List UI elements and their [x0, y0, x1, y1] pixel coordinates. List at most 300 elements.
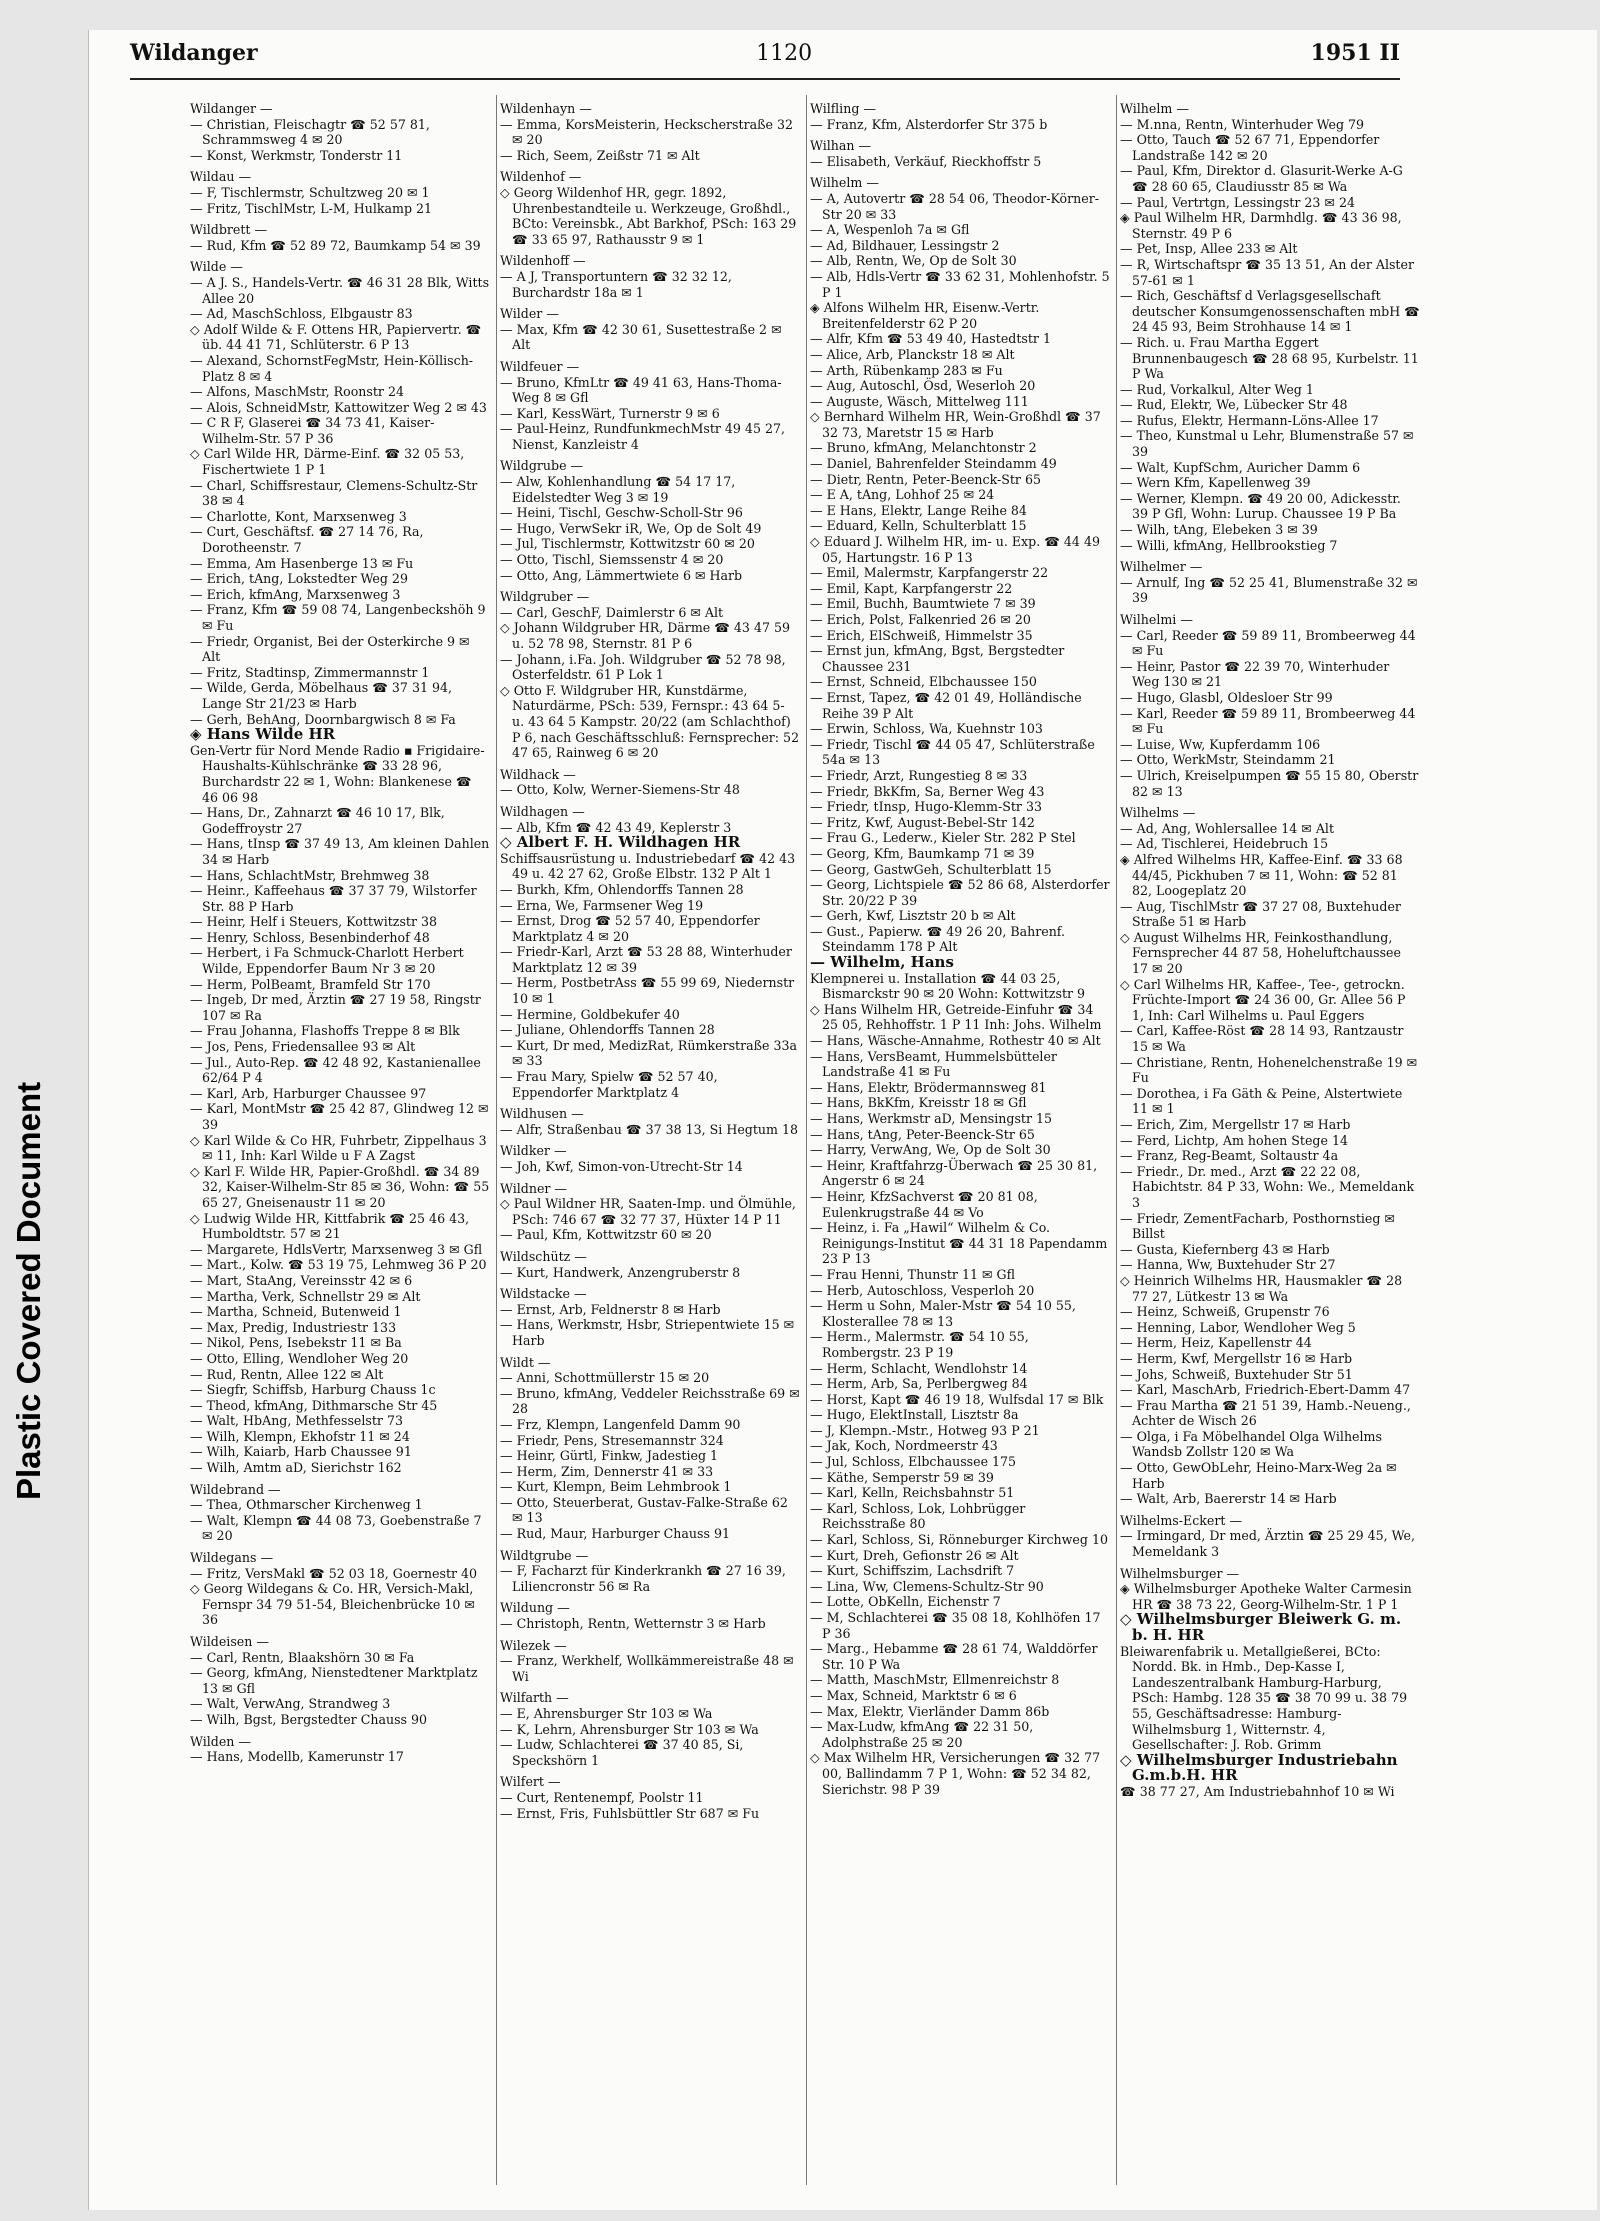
directory-entry: — Max, Predig, Industriestr 133 — [190, 1319, 397, 1335]
directory-entry: Bleiwarenfabrik u. Metallgießerei, BCto: Nordd. Bk. in Hmb., Dep-Kasse I, Landeszentralbank Hamburg-Harburg, PSch: Hambg. 128 35 ☎ 38 70 99 u. 38 79 55, Geschäftsadresse: Hamburg-Wilhelmsburg 1, Witternstr. 4, Gesellschafter: J. Rob. Grimm — [1120, 1643, 1408, 1753]
directory-entry: — Kurt, Handwerk, Anzengruberstr 8 — [500, 1264, 741, 1280]
directory-entry: — Fritz, VersMakl ☎ 52 03 18, Goernestr 40 — [190, 1565, 478, 1581]
directory-entry: — Rud, Vorkalkul, Alter Weg 1 — [1120, 381, 1314, 397]
directory-entry: — Otto, Tauch ☎ 52 67 71, Eppendorfer Landstraße 142 ✉ 20 — [1120, 132, 1380, 163]
directory-entry: — Alb, Rentn, We, Op de Solt 30 — [810, 253, 1017, 269]
directory-entry: — Erich, Polst, Falkenried 26 ✉ 20 — [810, 612, 1031, 627]
surname-group-heading: Wildebrand — — [190, 1481, 281, 1497]
directory-entry: — Carl, Kaffee-Röst ☎ 28 14 93, Rantzaustr 15 ✉ Wa — [1120, 1023, 1404, 1055]
directory-entry: — Karl, Kelln, Reichsbahnstr 51 — [810, 1485, 1015, 1501]
surname-group-heading: Wildgrube — — [500, 458, 584, 474]
directory-entry: — Frau Johanna, Flashoffs Treppe 8 ✉ Blk — [190, 1023, 460, 1039]
directory-entry: — Burkh, Kfm, Ohlendorffs Tannen 28 — [500, 881, 744, 897]
directory-entry: — Werner, Klempn. ☎ 49 20 00, Adickesstr. 39 P Gfl, Wohn: Lurup. Chaussee 19 P Ba — [1120, 490, 1401, 522]
directory-entry: — Aug, TischlMstr ☎ 37 27 08, Buxtehuder Straße 51 ✉ Harb — [1120, 898, 1401, 930]
directory-entry: — Erwin, Schloss, Wa, Kuehnstr 103 — [810, 721, 1043, 737]
surname-group-heading: Wilden — — [190, 1733, 252, 1749]
directory-entry: — A, Autovertr ☎ 28 54 06, Theodor-Körner-Str 20 ✉ 33 — [810, 190, 1099, 222]
directory-entry: — Emil, Malermstr, Karpfangerstr 22 — [810, 565, 1049, 581]
directory-entry: — Kurt, Dreh, Gefionstr 26 ✉ Alt — [810, 1547, 1019, 1563]
directory-entry: — Rud, Maur, Harburger Chauss 91 — [500, 1526, 730, 1542]
directory-entry: — Ernst, Arb, Feldnerstr 8 ✉ Harb — [500, 1301, 721, 1317]
directory-entry: — Curt, Rentenempf, Poolstr 11 — [500, 1789, 704, 1805]
directory-entry: — Georg, GastwGeh, Schulterblatt 15 — [810, 861, 1052, 877]
surname-group-heading: Wilfarth — — [500, 1690, 569, 1706]
directory-entry: — Irmingard, Dr med, Ärztin ☎ 25 29 45, We, Memeldank 3 — [1120, 1528, 1416, 1560]
directory-entry: — Wilh, Klempn, Ekhofstr 11 ✉ 24 — [190, 1428, 410, 1444]
directory-entry: — Herm, PostbetrAss ☎ 55 99 69, Niedernstr 10 ✉ 1 — [500, 975, 795, 1007]
directory-entry: — Karl, Arb, Harburger Chaussee 97 — [190, 1085, 427, 1101]
directory-entry: — Curt, Geschäftsf. ☎ 27 14 76, Ra, Dorotheenstr. 7 — [190, 524, 424, 556]
directory-entry: — Arnulf, Ing ☎ 52 25 41, Blumenstraße 32 ✉ 39 — [1120, 574, 1418, 606]
directory-entry: — Alexand, SchornstFegMstr, Hein-Köllisch-Platz 8 ✉ 4 — [190, 352, 474, 384]
directory-entry: — Paul, Kfm, Direktor d. Glasurit-Werke A-G ☎ 28 60 65, Claudiusstr 85 ✉ Wa — [1120, 163, 1403, 194]
directory-entry: ◇ Carl Wilde HR, Därme-Einf. ☎ 32 05 53, Fischertwiete 1 P 1 — [190, 446, 465, 478]
directory-entry: — Theo, Kunstmal u Lehr, Blumenstraße 57 ✉ 39 — [1120, 428, 1414, 460]
directory-entry: — J, Klempn.-Mstr., Hotweg 93 P 21 — [810, 1422, 1040, 1438]
directory-entry: — Paul, Vertrtgn, Lessingstr 23 ✉ 24 — [1120, 194, 1355, 210]
directory-entry: — Herm, Schlacht, Wendlohstr 14 — [810, 1360, 1028, 1376]
directory-entry: — Carl, GeschF, Daimlerstr 6 ✉ Alt — [500, 604, 724, 620]
directory-entry: — Marg., Hebamme ☎ 28 61 74, Walddörfer Str. 10 P Wa — [810, 1641, 1098, 1672]
page-number: 1120 — [756, 41, 813, 66]
directory-entry: — Heinr, Helf i Steuers, Kottwitzstr 38 — [190, 914, 438, 930]
directory-entry: — Frz, Klempn, Langenfeld Damm 90 — [500, 1416, 741, 1432]
directory-entry: — Hugo, ElektInstall, Lisztstr 8a — [810, 1407, 1019, 1423]
directory-entry: — Bruno, KfmLtr ☎ 49 41 63, Hans-Thoma-Weg 8 ✉ Gfl — [500, 374, 782, 406]
surname-group-heading: Wilde — — [190, 259, 243, 275]
directory-entry: — Emil, Buchh, Baumtwiete 7 ✉ 39 — [810, 596, 1036, 612]
directory-entry: — Daniel, Bahrenfelder Steindamm 49 — [810, 456, 1057, 472]
directory-entry: — Johann, i.Fa. Joh. Wildgruber ☎ 52 78 98, Osterfeldstr. 61 P Lok 1 — [500, 651, 786, 683]
column-divider — [806, 95, 807, 2185]
directory-entry: — Hugo, Glasbl, Oldesloer Str 99 — [1120, 689, 1333, 705]
directory-entry: — Otto, Kolw, Werner-Siemens-Str 48 — [500, 782, 740, 798]
directory-entry: — Frau Martha ☎ 21 51 39, Hamb.-Neueng., Achter de Wisch 26 — [1120, 1397, 1411, 1429]
directory-entry: — Ernst, Schneid, Elbchaussee 150 — [810, 674, 1037, 690]
directory-entry: — Ferd, Lichtp, Am hohen Stege 14 — [1120, 1132, 1348, 1148]
directory-entry: — Alois, SchneidMstr, Kattowitzer Weg 2 ✉ 43 — [190, 399, 487, 415]
directory-entry: — Johs, Schweiß, Buxtehuder Str 51 — [1120, 1366, 1353, 1382]
directory-entry: — Mart, StaAng, Vereinsstr 42 ✉ 6 — [190, 1272, 413, 1288]
directory-entry: — Friedr, Tischl ☎ 44 05 47, Schlüterstraße 54a ✉ 13 — [810, 736, 1095, 768]
directory-entry: — Herm, PolBeamt, Bramfeld Str 170 — [190, 976, 431, 992]
surname-group-heading: Wildhack — — [500, 766, 576, 782]
directory-entry: — Fritz, Kwf, August-Bebel-Str 142 — [810, 814, 1035, 830]
directory-entry: — Heinr, KfzSachverst ☎ 20 81 08, Eulenkrugstraße 44 ✉ Vo — [810, 1188, 1038, 1220]
directory-entry: — Gusta, Kiefernberg 43 ✉ Harb — [1120, 1241, 1330, 1257]
directory-entry: — Rich, Geschäftsf d Verlagsgesellschaft deutscher Konsumgenossenschaften mbH ☎ 24 45 93, Beim Strohhause 14 ✉ 1 — [1120, 288, 1420, 335]
directory-entry: — Paul, Kfm, Kottwitzstr 60 ✉ 20 — [500, 1227, 712, 1243]
directory-entry: — Christoph, Rentn, Wetternstr 3 ✉ Harb — [500, 1616, 766, 1632]
directory-entry: — Jos, Pens, Friedensallee 93 ✉ Alt — [190, 1039, 416, 1055]
directory-entry: — Herm u Sohn, Maler-Mstr ☎ 54 10 55, Klosterallee 78 ✉ 13 — [810, 1298, 1076, 1329]
directory-entry: ◇ Eduard J. Wilhelm HR, im- u. Exp. ☎ 44 49 05, Hartungstr. 16 P 13 — [810, 534, 1100, 565]
directory-entry: — Karl, MaschArb, Friedrich-Ebert-Damm 47 — [1120, 1382, 1411, 1398]
directory-entry: — Herb, Autoschloss, Vesperloh 20 — [810, 1282, 1035, 1298]
directory-entry: — Auguste, Wäsch, Mittelweg 111 — [810, 393, 1029, 409]
directory-entry: — Erna, We, Farmsener Weg 19 — [500, 897, 704, 913]
directory-entry: — Heinr., Kaffeehaus ☎ 37 37 79, Wilstorfer Str. 88 P Harb — [190, 883, 477, 914]
surname-group-heading: Wilhelm — — [1120, 101, 1189, 116]
directory-entry: — F, Tischlermstr, Schultzweg 20 ✉ 1 — [190, 184, 430, 200]
directory-entry: ◇ Hans Wilhelm HR, Getreide-Einfuhr ☎ 34 25 05, Rehhoffstr. 1 P 11 Inh: Johs. Wilhelm — [810, 1001, 1102, 1033]
directory-entry: — Emma, KorsMeisterin, Heckscherstraße 32 ✉ 20 — [500, 116, 794, 148]
directory-entry: — Siegfr, Schiffsb, Harburg Chauss 1c — [190, 1382, 436, 1398]
directory-entry: — Otto, GewObLehr, Heino-Marx-Weg 2a ✉ Harb — [1120, 1460, 1397, 1491]
directory-entry: — M.nna, Rentn, Winterhuder Weg 79 — [1120, 116, 1365, 132]
directory-entry: — Anni, Schottmüllerstr 15 ✉ 20 — [500, 1370, 710, 1386]
directory-entry: — Kurt, Dr med, MedizRat, Rümkerstraße 33a ✉ 33 — [500, 1037, 798, 1069]
directory-entry: — Elisabeth, Verkäuf, Rieckhoffstr 5 — [810, 153, 1042, 169]
directory-entry: — Wilh, tAng, Elebeken 3 ✉ 39 — [1120, 522, 1318, 538]
directory-entry: — Christian, Fleischagtr ☎ 52 57 81, Schrammsweg 4 ✉ 20 — [190, 116, 430, 148]
directory-entry: — Ad, Bildhauer, Lessingstr 2 — [810, 237, 1000, 253]
directory-entry: — Frau Mary, Spielw ☎ 52 57 40, Eppendorfer Marktplatz 4 — [500, 1069, 718, 1100]
surname-group-heading: Wildeisen — — [190, 1634, 269, 1649]
directory-entry: — Otto, Steuerberat, Gustav-Falke-Straße 62 ✉ 13 — [500, 1494, 788, 1526]
directory-entry: — Olga, i Fa Möbelhandel Olga Wilhelms Wandsb Zollstr 120 ✉ Wa — [1120, 1428, 1382, 1460]
directory-entry: ◇ Otto F. Wildgruber HR, Kunstdärme, Naturdärme, PSch: 539, Fernspr.: 43 64 5- u. 43 64 5 Kampstr. 20/22 (am Schlachthof) P 6, nach Geschäftsschluß: Fernsprecher: 52 47 65, Rainweg 6 ✉ 20 — [500, 682, 800, 761]
directory-entry: — Martha, Schneid, Butenweid 1 — [190, 1304, 402, 1320]
directory-entry: — Wern Kfm, Kapellenweg 39 — [1120, 475, 1311, 491]
directory-entry: — Rich. u. Frau Martha Eggert Brunnenbaugesch ☎ 28 68 95, Kurbelstr. 11 P Wa — [1120, 334, 1419, 382]
directory-entry: — Otto, WerkMstr, Steindamm 21 — [1120, 752, 1336, 768]
directory-entry: — Rufus, Elektr, Hermann-Löns-Allee 17 — [1120, 412, 1379, 428]
directory-entry: — Friedr, BkKfm, Sa, Berner Weg 43 — [810, 783, 1045, 799]
directory-entry: — Heinr, Pastor ☎ 22 39 70, Winterhuder Weg 130 ✉ 21 — [1120, 658, 1390, 690]
directory-entry: — E Hans, Elektr, Lange Reihe 84 — [810, 502, 1027, 518]
directory-entry: — Karl, KessWärt, Turnerstr 9 ✉ 6 — [500, 405, 720, 421]
surname-group-heading: Wildtgrube — — [500, 1547, 589, 1563]
directory-entry: — Hans, tInsp ☎ 37 49 13, Am kleinen Dahlen 34 ✉ Harb — [190, 836, 490, 867]
directory-entry: ◇ Ludwig Wilde HR, Kittfabrik ☎ 25 46 43, Humboldtstr. 57 ✉ 21 — [190, 1210, 470, 1242]
surname-group-heading: Wildanger — — [190, 101, 273, 116]
surname-group-heading: Wilhelm — — [810, 175, 879, 191]
directory-entry: — Alb, Kfm ☎ 42 43 49, Keplerstr 3 — [500, 819, 732, 835]
directory-entry: — Hans, Wäsche-Annahme, Rothestr 40 ✉ Alt — [810, 1033, 1101, 1049]
directory-entry: — Hans, Modellb, Kamerunstr 17 — [190, 1749, 404, 1765]
directory-entry: — Emma, Am Hasenberge 13 ✉ Fu — [190, 555, 414, 571]
directory-entry: — Friedr, tInsp, Hugo-Klemm-Str 33 — [810, 799, 1042, 815]
directory-entry: ◇ Georg Wildegans & Co. HR, Versich-Makl, Fernspr 34 79 51-54, Bleichenbrücke 10 ✉ 36 — [190, 1581, 475, 1628]
directory-entry: — Mart., Kolw. ☎ 53 19 75, Lehmweg 36 P 20 — [190, 1257, 487, 1273]
directory-entry: — Franz, Werkhelf, Wollkämmereistraße 48 ✉ Wi — [500, 1653, 794, 1684]
firm-name-heading: ◇ Wilhelmsburger Industriebahn G.m.b.H. HR — [1120, 1750, 1398, 1785]
directory-entry: — Heinr, Kraftfahrzg-Überwach ☎ 25 30 81, Angerstr 6 ✉ 24 — [810, 1157, 1098, 1189]
directory-entry: — Herm, Heiz, Kapellenstr 44 — [1120, 1335, 1312, 1351]
directory-entry: — Wilh, Bgst, Bergstedter Chauss 90 — [190, 1711, 428, 1727]
directory-entry: — Franz, Kfm, Alsterdorfer Str 375 b — [810, 116, 1048, 132]
directory-entry: — Hanna, Ww, Buxtehuder Str 27 — [1120, 1257, 1336, 1273]
directory-entry: ◇ Karl Wilde & Co HR, Fuhrbetr, Zippelhaus 3 ✉ 11, Inh: Karl Wilde u F A Zagst — [190, 1132, 487, 1164]
surname-group-heading: Wildfeuer — — [500, 358, 580, 374]
directory-entry: — Heinz, i. Fa „Hawil“ Wilhelm & Co. Reinigungs-Institut ☎ 44 31 18 Papendamm 23 P 13 — [810, 1220, 1108, 1267]
directory-entry: — Frau Henni, Thunstr 11 ✉ Gfl — [810, 1266, 1015, 1282]
directory-entry: — Erich, tAng, Lokstedter Weg 29 — [190, 571, 408, 587]
directory-entry: — Gerh, BehAng, Doornbargwisch 8 ✉ Fa — [190, 711, 456, 727]
surname-group-heading: Wilhan — — [810, 138, 872, 154]
surname-group-heading: Wildschütz — — [500, 1248, 587, 1264]
directory-entry: — F, Facharzt für Kinderkrankh ☎ 27 16 39, Liliencronstr 56 ✉ Ra — [500, 1563, 786, 1594]
surname-group-heading: Wildbrett — — [190, 222, 268, 238]
directory-entry: — Herbert, i Fa Schmuck-Charlott Herbert Wilde, Eppendorfer Baum Nr 3 ✉ 20 — [190, 945, 464, 977]
directory-entry: — K, Lehrn, Ahrensburger Str 103 ✉ Wa — [500, 1721, 759, 1737]
directory-entry: — Max, Kfm ☎ 42 30 61, Susettestraße 2 ✉ Alt — [500, 321, 782, 353]
surname-group-heading: Wildstacke — — [500, 1286, 587, 1302]
directory-entry: — Henry, Schloss, Besenbinderhof 48 — [190, 929, 430, 945]
directory-entry: ◈ Wilhelmsburger Apotheke Walter Carmesin HR ☎ 38 73 22, Georg-Wilhelm-Str. 1 P 1 — [1120, 1581, 1412, 1612]
directory-entry: — Ad, Tischlerei, Heidebruch 15 — [1120, 836, 1329, 852]
surname-group-heading: Wildhagen — — [500, 803, 585, 819]
directory-entry: — Gerh, Kwf, Lisztstr 20 b ✉ Alt — [810, 908, 1016, 924]
directory-entry: ◇ Johann Wildgruber HR, Därme ☎ 43 47 59 u. 52 78 98, Sternstr. 81 P 6 — [500, 620, 791, 651]
directory-entry: — Erich, ElSchweiß, Himmelstr 35 — [810, 627, 1033, 643]
directory-entry: ◇ Heinrich Wilhelms HR, Hausmakler ☎ 28 77 27, Lütkestr 13 ✉ Wa — [1120, 1272, 1403, 1304]
directory-entry: ◇ Georg Wildenhof HR, gegr. 1892, Uhrenbestandteile u. Werkzeuge, Großhdl., BCto: Vereinsbk., Abt Barkhof, PSch: 163 29 ☎ 33 65 97, Rathausstr 9 ✉ 1 — [500, 184, 797, 247]
directory-entry: — Otto, Tischl, Siemssenstr 4 ✉ 20 — [500, 552, 724, 568]
directory-entry: — Rud, Rentn, Allee 122 ✉ Alt — [190, 1366, 384, 1382]
surname-group-heading: Wildt — — [500, 1354, 551, 1370]
directory-entry: — Matth, MaschMstr, Ellmenreichstr 8 — [810, 1672, 1060, 1688]
side-label: Plastic Covered Document — [10, 1081, 47, 1500]
directory-entry: — Lotte, ObKelln, Eichenstr 7 — [810, 1594, 1001, 1610]
directory-entry: — Fritz, TischlMstr, L-M, Hulkamp 21 — [190, 200, 433, 216]
directory-entry: — Karl, Reeder ☎ 59 89 11, Brombeerweg 44 ✉ Fu — [1120, 705, 1416, 737]
directory-entry: — Hans, tAng, Peter-Beenck-Str 65 — [810, 1126, 1035, 1142]
directory-entry: — Dietr, Rentn, Peter-Beenck-Str 65 — [810, 471, 1041, 487]
directory-entry: — Lina, Ww, Clemens-Schultz-Str 90 — [810, 1578, 1044, 1594]
directory-entry: — Rich, Seem, Zeißstr 71 ✉ Alt — [500, 147, 700, 163]
directory-entry: — Hermine, Goldbekufer 40 — [500, 1006, 680, 1022]
column-3 — [810, 95, 1110, 2185]
directory-entry: — Walt, KupfSchm, Auricher Damm 6 — [1120, 459, 1361, 475]
directory-entry: Klempnerei u. Installation ☎ 44 03 25, Bismarckstr 90 ✉ 20 Wohn: Kottwitzstr 9 — [810, 970, 1086, 1002]
directory-entry: — Walt, Arb, Baererstr 14 ✉ Harb — [1120, 1491, 1337, 1507]
directory-entry: — Ernst, Tapez, ☎ 42 01 49, Holländische Reihe 39 P Alt — [810, 689, 1082, 721]
directory-entry: — Henning, Labor, Wendloher Weg 5 — [1120, 1319, 1356, 1335]
surname-group-heading: Wildgruber — — [500, 589, 590, 605]
directory-entry: ◈ Paul Wilhelm HR, Darmhdlg. ☎ 43 36 98, Sternstr. 49 P 6 — [1120, 210, 1402, 241]
directory-entry: — Eduard, Kelln, Schulterblatt 15 — [810, 518, 1027, 534]
directory-entry: — Max-Ludw, kfmAng ☎ 22 31 50, Adolphstraße 25 ✉ 20 — [810, 1719, 1034, 1750]
directory-entry: — Ad, MaschSchloss, Elbgaustr 83 — [190, 306, 413, 322]
column-1 — [190, 95, 490, 2185]
directory-entry: — Franz, Reg-Beamt, Soltaustr 4a — [1120, 1148, 1339, 1164]
directory-entry: — Otto, Elling, Wendloher Weg 20 — [190, 1350, 409, 1366]
surname-group-heading: Wildegans — — [190, 1550, 274, 1566]
directory-entry: ◈ Alfred Wilhelms HR, Kaffee-Einf. ☎ 33 68 44/45, Pickhuben 7 ✉ 11, Wohn: ☎ 52 81 82, Loogeplatz 20 — [1120, 851, 1403, 899]
directory-entry: ◇ Max Wilhelm HR, Versicherungen ☎ 32 77 00, Ballindamm 7 P 1, Wohn: ☎ 52 34 82, Sierichstr. 98 P 39 — [810, 1750, 1101, 1797]
surname-group-heading: Wilfert — — [500, 1774, 561, 1790]
directory-entry: — Georg, Lichtspiele ☎ 52 86 68, Alsterdorfer Str. 20/22 P 39 — [810, 877, 1110, 908]
directory-entry: — Horst, Kapt ☎ 46 19 18, Wulfsdal 17 ✉ Blk — [810, 1391, 1104, 1407]
directory-entry: — Walt, HbAng, Methfesselstr 73 — [190, 1413, 403, 1429]
surname-group-heading: Wilhelms — — [1120, 805, 1196, 821]
directory-entry: — Hans, Elektr, Brödermannsweg 81 — [810, 1079, 1047, 1095]
surname-group-heading: Wilhelmer — — [1120, 559, 1203, 575]
surname-group-heading: Wildung — — [500, 1600, 570, 1616]
directory-entry: — Aug, Autoschl, Ösd, Weserloh 20 — [810, 378, 1036, 394]
directory-entry: — R, Wirtschaftspr ☎ 35 13 51, An der Alster 57-61 ✉ 1 — [1120, 256, 1414, 288]
firm-name-heading: ◇ Wilhelmsburger Bleiwerk G. m. b. H. HR — [1120, 1610, 1402, 1644]
column-divider — [496, 95, 497, 2185]
directory-entry: — Christiane, Rentn, Hohenelchenstraße 19 ✉ Fu — [1120, 1054, 1418, 1086]
surname-group-heading: Wilezek — — [500, 1637, 567, 1653]
directory-entry: — Charlotte, Kont, Marxsenweg 3 — [190, 508, 407, 524]
directory-entry: — Herm, Kwf, Mergellstr 16 ✉ Harb — [1120, 1350, 1353, 1366]
directory-entry: — Walt, VerwAng, Strandweg 3 — [190, 1696, 391, 1712]
directory-entry: — Juliane, Ohlendorffs Tannen 28 — [500, 1022, 715, 1038]
header-keyword: Wildanger — [130, 40, 258, 66]
directory-entry: ◇ Karl F. Wilde HR, Papier-Großhdl. ☎ 34 89 32, Kaiser-Wilhelm-Str 85 ✉ 36, Wohn: ☎ 55 65 27, Gneisenaustr 11 ✉ 20 — [190, 1163, 490, 1210]
directory-entry: — Hugo, VerwSekr iR, We, Op de Solt 49 — [500, 520, 762, 536]
directory-entry: — Otto, Ang, Lämmertwiete 6 ✉ Harb — [500, 567, 743, 583]
directory-entry: — Kurt, Schiffszim, Lachsdrift 7 — [810, 1563, 1015, 1579]
directory-entry: Schiffsausrüstung u. Industriebedarf ☎ 42 43 49 u. 42 27 62, Große Elbstr. 132 P Alt 1 — [500, 850, 796, 882]
directory-entry: — Margarete, HdlsVertr, Marxsenweg 3 ✉ Gfl — [190, 1241, 483, 1257]
directory-entry: — Jak, Koch, Nordmeerstr 43 — [810, 1438, 998, 1454]
directory-entry: — Theod, kfmAng, Dithmarsche Str 45 — [190, 1397, 438, 1413]
directory-entry: — Hans, Dr., Zahnarzt ☎ 46 10 17, Blk, Godeffroystr 27 — [190, 805, 445, 836]
directory-entry: — Hans, SchlachtMstr, Brehmweg 38 — [190, 867, 430, 883]
column-divider — [1116, 95, 1117, 2185]
page-header — [130, 40, 1400, 80]
directory-entry: — Bruno, kfmAng, Melanchtonstr 2 — [810, 440, 1037, 456]
surname-group-heading: Wildker — — [500, 1143, 567, 1159]
directory-entry: — Dorothea, i Fa Gäth & Peine, Alstertwiete 11 ✉ 1 — [1120, 1085, 1403, 1117]
directory-entry: — Martha, Verk, Schnellstr 29 ✉ Alt — [190, 1288, 421, 1304]
directory-entry: — Jul, Schloss, Elbchaussee 175 — [810, 1454, 1017, 1470]
surname-group-heading: Wildenhof — — [500, 169, 582, 185]
directory-entry: — Wilh, Amtm aD, Sierichstr 162 — [190, 1460, 402, 1476]
directory-entry: — Harry, VerwAng, We, Op de Solt 30 — [810, 1142, 1051, 1158]
directory-entry: — Hans, Werkmstr aD, Mensingstr 15 — [810, 1111, 1053, 1126]
directory-entry: — Heinr, Gürtl, Finkw, Jadestieg 1 — [500, 1448, 719, 1464]
surname-group-heading: Wilfling — — [810, 101, 876, 116]
firm-name-heading: ◇ Albert F. H. Wildhagen HR — [500, 833, 741, 852]
directory-entry: — Herm., Malermstr. ☎ 54 10 55, Rombergstr. 23 P 19 — [810, 1329, 1029, 1360]
directory-entry: ◇ Adolf Wilde & F. Ottens HR, Papiervertr. ☎ üb. 44 41 71, Schlüterstr. 6 P 13 — [190, 321, 482, 353]
directory-entry: — Herm, Zim, Dennerstr 41 ✉ 33 — [500, 1463, 714, 1479]
directory-entry: — Alfr, Straßenbau ☎ 37 38 13, Si Hegtum 18 — [500, 1121, 798, 1137]
surname-group-heading: Wilhelms-Eckert — — [1120, 1512, 1243, 1528]
firm-name-heading: ◈ Hans Wilde HR — [190, 725, 336, 744]
directory-entry: — Ad, Ang, Wohlersallee 14 ✉ Alt — [1120, 820, 1335, 836]
surname-group-heading: Wilhelmsburger — — [1120, 1565, 1240, 1581]
directory-entry: — Walt, Klempn ☎ 44 08 73, Goebenstraße 7 ✉ 20 — [190, 1512, 482, 1544]
directory-entry: — Erich, kfmAng, Marxsenweg 3 — [190, 586, 401, 602]
directory-entry: — Fritz, Stadtinsp, Zimmermannstr 1 — [190, 664, 430, 680]
directory-entry: — Charl, Schiffsrestaur, Clemens-Schultz-Str 38 ✉ 4 — [190, 477, 478, 509]
directory-entry: ◇ August Wilhelms HR, Feinkosthandlung, Fernsprecher 44 87 58, Hoheluftchaussee 17 ✉ 20 — [1120, 929, 1401, 977]
directory-entry: — E A, tAng, Lohhof 25 ✉ 24 — [810, 487, 995, 503]
directory-entry: Gen-Vertr für Nord Mende Radio ▪ Frigidaire-Haushalts-Kühlschränke ☎ 33 28 96, Burchardstr 22 ✉ 1, Wohn: Blankenese ☎ 46 06 98 — [190, 742, 485, 805]
directory-entry: — Paul-Heinz, RundfunkmechMstr 49 45 27, Nienst, Kanzleistr 4 — [500, 421, 785, 452]
directory-entry: — Alfr, Kfm ☎ 53 49 40, Hastedtstr 1 — [810, 331, 1051, 347]
directory-entry: — Hans, VersBeamt, Hummelsbütteler Landstraße 41 ✉ Fu — [810, 1048, 1057, 1080]
directory-entry: — Alfons, MaschMstr, Roonstr 24 — [190, 384, 404, 400]
directory-entry: — Erich, Zim, Mergellstr 17 ✉ Harb — [1120, 1117, 1351, 1132]
directory-entry: — Karl, MontMstr ☎ 25 42 87, Glindweg 12 ✉ 39 — [190, 1101, 489, 1132]
directory-entry: ◈ Alfons Wilhelm HR, Eisenw.-Vertr. Breitenfelderstr 62 P 20 — [810, 300, 1040, 331]
surname-group-heading: Wildner — — [500, 1180, 568, 1196]
directory-entry: — Gust., Papierw. ☎ 49 26 20, Bahrenf. Steindamm 178 P Alt — [810, 923, 1066, 955]
directory-entry: — A J, Transportuntern ☎ 32 32 12, Burchardstr 18a ✉ 1 — [500, 268, 732, 300]
directory-entry: — Ingeb, Dr med, Ärztin ☎ 27 19 58, Ringstr 107 ✉ Ra — [190, 992, 481, 1023]
directory-entry: — Friedr, ZementFacharb, Posthornstieg ✉ Billst — [1120, 1210, 1395, 1242]
directory-entry: — Franz, Kfm ☎ 59 08 74, Langenbeckshöh 9 ✉ Fu — [190, 602, 486, 633]
directory-entry: — Friedr, Arzt, Rungestieg 8 ✉ 33 — [810, 767, 1028, 783]
directory-entry: — Käthe, Semperstr 59 ✉ 39 — [810, 1469, 994, 1485]
directory-entry: — Thea, Othmarscher Kirchenweg 1 — [190, 1497, 423, 1513]
surname-group-heading: Wildenhoff — — [500, 253, 586, 269]
column-2 — [500, 95, 800, 2185]
directory-entry: — Carl, Rentn, Blaakshörn 30 ✉ Fa — [190, 1649, 415, 1665]
directory-entry: — Alw, Kohlenhandlung ☎ 54 17 17, Eidelstedter Weg 3 ✉ 19 — [500, 474, 736, 505]
directory-entry: ◇ Bernhard Wilhelm HR, Wein-Großhdl ☎ 37 32 73, Maretstr 15 ✉ Harb — [810, 409, 1101, 440]
directory-entry: — Alb, Hdls-Vertr ☎ 33 62 31, Mohlenhofstr. 5 P 1 — [810, 268, 1110, 300]
surname-group-heading: Wildenhayn — — [500, 101, 592, 116]
directory-entry: — A J. S., Handels-Vertr. ☎ 46 31 28 Blk, Witts Allee 20 — [190, 274, 490, 306]
directory-entry: — Heini, Tischl, Geschw-Scholl-Str 96 — [500, 505, 743, 521]
directory-entry: — Hans, Werkmstr, Hsbr, Striepentwiete 15 ✉ Harb — [500, 1317, 795, 1348]
directory-entry: — Ulrich, Kreiselpumpen ☎ 55 15 80, Oberstr 82 ✉ 13 — [1120, 767, 1419, 799]
directory-entry: — Friedr, Pens, Stresemannstr 324 — [500, 1432, 724, 1448]
directory-entry: — Willi, kfmAng, Hellbrookstieg 7 — [1120, 537, 1338, 553]
directory-entry: — Carl, Reeder ☎ 59 89 11, Brombeerweg 44 ✉ Fu — [1120, 627, 1416, 659]
directory-entry: — Heinz, Schweiß, Grupenstr 76 — [1120, 1304, 1330, 1320]
column-4 — [1120, 95, 1420, 2185]
directory-entry: — Wilde, Gerda, Möbelhaus ☎ 37 31 94, Lange Str 21/23 ✉ Harb — [190, 680, 452, 711]
directory-entry: — Frau G., Lederw., Kieler Str. 282 P Stel — [810, 830, 1076, 846]
directory-entry: — C R F, Glaserei ☎ 34 73 41, Kaiser-Wilhelm-Str. 57 P 36 — [190, 415, 435, 446]
directory-entry: — Jul., Auto-Rep. ☎ 42 48 92, Kastanienallee 62/64 P 4 — [190, 1054, 481, 1086]
directory-entry: — Georg, Kfm, Baumkamp 71 ✉ 39 — [810, 845, 1035, 861]
directory-entry: — Arth, Rübenkamp 283 ✉ Fu — [810, 362, 1003, 378]
directory-entry: — Georg, kfmAng, Nienstedtener Marktplatz 13 ✉ Gfl — [190, 1665, 478, 1696]
directory-entry: — Kurt, Klempn, Beim Lehmbrook 1 — [500, 1479, 732, 1495]
directory-entry: — Alice, Arb, Planckstr 18 ✉ Alt — [810, 346, 1015, 362]
directory-entry: — Emil, Kapt, Karpfangerstr 22 — [810, 580, 1013, 596]
directory-entry: — Luise, Ww, Kupferdamm 106 — [1120, 736, 1321, 752]
directory-entry: — Konst, Werkmstr, Tonderstr 11 — [190, 147, 403, 163]
header-rule — [130, 78, 1400, 80]
directory-entry: — Jul, Tischlermstr, Kottwitzstr 60 ✉ 20 — [500, 536, 755, 552]
directory-entry: — Max, Elektr, Vierländer Damm 86b — [810, 1703, 1050, 1719]
surname-group-heading: Wildau — — [190, 169, 252, 185]
directory-entry: — Rud, Elektr, We, Lübecker Str 48 — [1120, 397, 1348, 413]
directory-entry: — Rud, Kfm ☎ 52 89 72, Baumkamp 54 ✉ 39 — [190, 237, 481, 253]
surname-group-heading: Wilhelmi — — [1120, 612, 1193, 627]
directory-entry: — Friedr-Karl, Arzt ☎ 53 28 88, Winterhuder Marktplatz 12 ✉ 39 — [500, 944, 792, 975]
directory-entry: — Ernst, Fris, Fuhlsbüttler Str 687 ✉ Fu — [500, 1805, 760, 1821]
directory-entry: — M, Schlachterei ☎ 35 08 18, Kohlhöfen 17 P 36 — [810, 1610, 1101, 1641]
directory-entry: — Ernst, Drog ☎ 52 57 40, Eppendorfer Marktplatz 4 ✉ 20 — [500, 913, 760, 944]
directory-entry: — Bruno, kfmAng, Veddeler Reichsstraße 69 ✉ 28 — [500, 1385, 800, 1417]
directory-entry: — Wilh, Kaiarb, Harb Chaussee 91 — [190, 1444, 412, 1460]
header-year: 1951 II — [1310, 40, 1400, 66]
directory-entry: — Ernst jun, kfmAng, Bgst, Bergstedter Chaussee 231 — [810, 643, 1065, 674]
surname-group-heading: Wilder — — [500, 306, 559, 322]
directory-entry: ◇ Paul Wildner HR, Saaten-Imp. und Ölmühle, PSch: 746 67 ☎ 32 77 37, Hüxter 14 P 11 — [500, 1196, 796, 1227]
directory-entry: — Nikol, Pens, Isebekstr 11 ✉ Ba — [190, 1335, 402, 1351]
directory-entry: ☎ 38 77 27, Am Industriebahnhof 10 ✉ Wi — [1120, 1783, 1395, 1799]
directory-entry: — Friedr, Organist, Bei der Osterkirche 9 ✉ Alt — [190, 633, 470, 665]
directory-entry: — A, Wespenloh 7a ✉ Gfl — [810, 222, 970, 238]
directory-entry: — Hans, BkKfm, Kreisstr 18 ✉ Gfl — [810, 1095, 1027, 1111]
directory-entry: — Joh, Kwf, Simon-von-Utrecht-Str 14 — [500, 1159, 743, 1174]
